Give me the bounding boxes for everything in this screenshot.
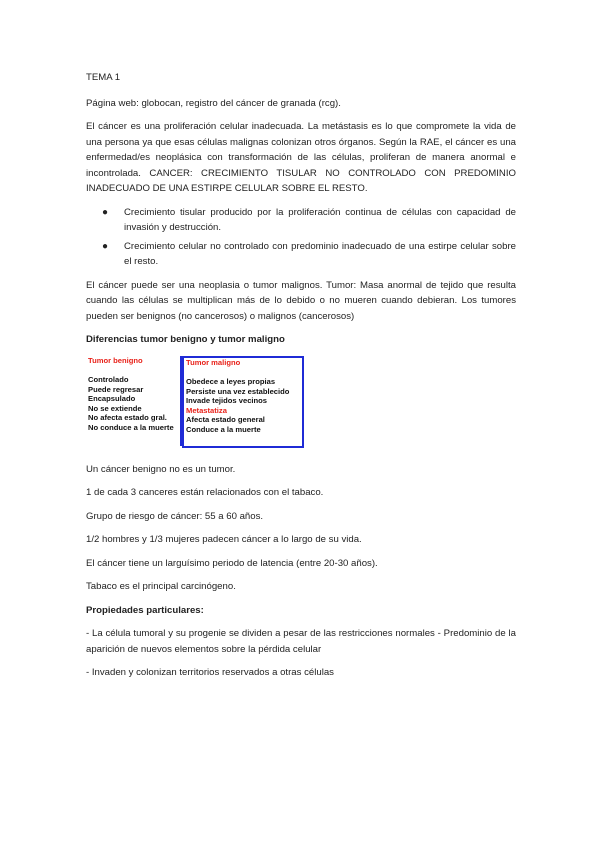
fact-line: 1 de cada 3 canceres están relacionados con el tabaco. [86,487,324,498]
malignant-item: Obedece a leyes propias [186,377,276,387]
bullet-icon: ● [102,240,109,252]
fact-line: Un cáncer benigno no es un tumor. [86,463,236,475]
list-item [102,239,516,270]
bullet-icon: ● [102,206,109,218]
doc-title: TEMA 1 [86,72,121,83]
benign-item: No afecta estado gral. [88,413,167,423]
fact-line: El cáncer tiene un larguísimo periodo de latencia (entre 20-30 años). [86,557,378,569]
definition-list [86,205,516,270]
fact-line: Tabaco es el principal carcinógeno. [86,581,236,592]
malignant-column-heading: Tumor maligno [186,357,241,367]
fact-line: Grupo de riesgo de cáncer: 55 a 60 años. [86,510,264,522]
malignant-item: Invade tejidos vecinos [186,396,268,406]
benign-item: No conduce a la muerte [88,423,174,433]
fact-line: 1/2 hombres y 1/3 mujeres padecen cáncer a lo largo de su vida. [86,534,362,545]
malignant-item: Persiste una vez establecido [186,386,290,396]
benign-column-heading: Tumor benigno [88,355,143,365]
malignant-item-highlight: Metastatiza [186,405,227,415]
malignant-item: Afecta estado general [186,415,265,425]
propiedades-heading: Propiedades particulares: [86,604,204,616]
neoplasia-paragraph: El cáncer puede ser una neoplasia o tumor malignos. Tumor: Masa anormal de tejido que resulta cuando las células se multiplican más de lo debido o no mueren cuando debieran. Los tumores pueden ser benignos (no cancerosos) o malignos (cancerosos) [86,279,516,322]
malignant-item: Conduce a la muerte [186,425,261,435]
intro-paragraph: El cáncer es una proliferación celular inadecuada. La metástasis es lo que compromete la vida de una persona ya que esas células malignas colonizan otros órganos. Según la RAE, el cáncer es una enfermedad/es neoplásica con transformación de las células, proliferan de manera anormal e incontrolada. CANCER: CRECIMIENTO TISULAR NO CONTROLADO CON PREDOMINIO INADECUADO DE UNA ESTIRPE CELULAR SOBRE EL RESTO. [86,121,516,194]
benign-item: Encapsulado [88,394,136,404]
benign-item: No se extiende [88,403,142,413]
propiedad-paragraph: - Invaden y colonizan territorios reservados a otras células [86,667,334,678]
propiedad-paragraph: - La célula tumoral y su progenie se dividen a pesar de las restricciones normales - Predominio de la aparición de nuevos elementos sobre la pérdida celular [86,628,516,655]
list-item-text: Crecimiento tisular producido por la proliferación continua de células con capacidad de invasión y destrucción. [124,206,516,233]
diferencias-heading: Diferencias tumor benigno y tumor maligno [86,334,285,345]
benign-item: Controlado [88,375,129,385]
comparison-table-image [86,356,304,448]
web-reference: Página web: globocan, registro del cáncer de granada (rcg). [86,97,341,109]
list-item-text: Crecimiento celular no controlado con predominio inadecuado de una estirpe celular sobre el resto. [124,240,516,267]
benign-item: Puede regresar [88,384,144,394]
malignant-column [182,356,304,448]
list-item [102,205,516,236]
benign-column [86,356,181,446]
document-content [86,70,516,689]
